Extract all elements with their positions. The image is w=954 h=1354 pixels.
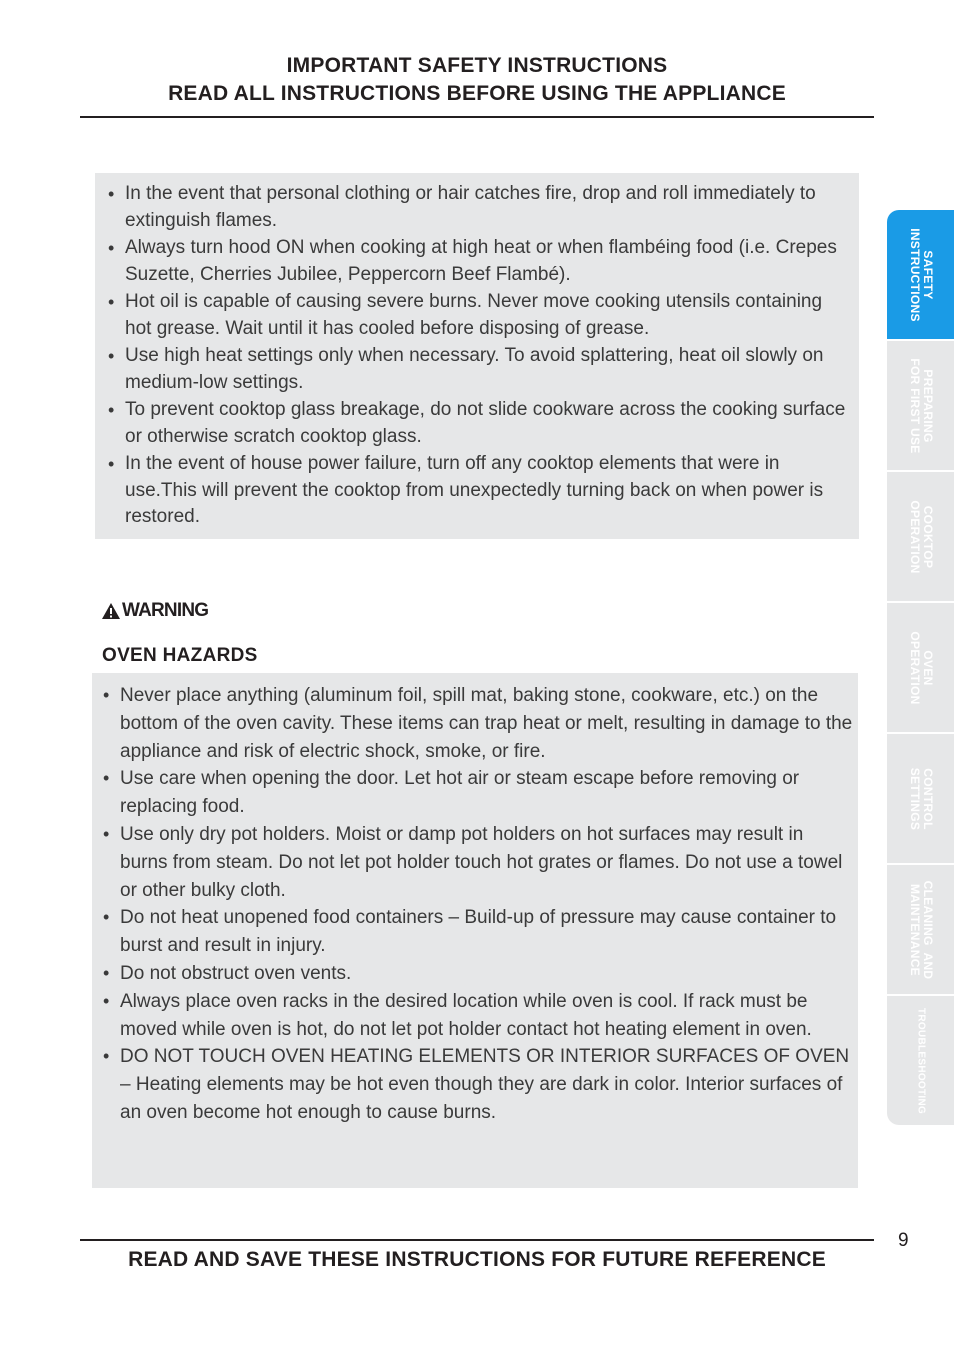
list-item: • In the event of house power failure, turn off any cooktop elements that were in use.This will prevent the cooktop from unexpectedly turning back on when power is restored. — [108, 453, 824, 527]
bullet-icon: • — [108, 292, 115, 312]
list-item: • Hot oil is capable of causing severe burns. Never move cooking utensils containing hot grease. Wait until it has cooled before disposing of grease. — [108, 291, 823, 339]
tab-label: TROUBLESHOOTING — [915, 1007, 926, 1114]
page-number: 9 — [898, 1230, 909, 1251]
tab-label: PREPARING FOR FIRST USE — [907, 357, 935, 454]
bullet-icon: • — [108, 346, 115, 366]
header-divider — [80, 116, 874, 118]
bullet-icon: • — [103, 685, 110, 705]
list-item: • Do not obstruct oven vents. — [98, 960, 856, 988]
list-item: • Never place anything (aluminum foil, spill mat, baking stone, cookware, etc.) on the bottom of the oven cavity. These items can trap heat or melt, resulting in damage to the appliance and risk of electric shock, smoke, or fire. — [98, 682, 856, 765]
tab-control-settings[interactable] — [887, 734, 954, 863]
tab-label: CLEANING AND MAINTENANCE — [907, 880, 935, 979]
bullet-icon: • — [103, 768, 110, 789]
warning-triangle-icon — [101, 602, 121, 620]
tab-label: COOKTOP OPERATION — [907, 499, 935, 574]
section-title: OVEN HAZARDS — [102, 645, 258, 666]
tab-troubleshooting[interactable] — [887, 996, 954, 1125]
tab-safety-instructions[interactable] — [887, 210, 954, 339]
section-tabs — [887, 210, 954, 1127]
warning-label — [101, 600, 208, 622]
oven-hazards-panel — [92, 673, 858, 1188]
bullet-icon: • — [103, 1046, 110, 1067]
safety-bullets-panel — [95, 173, 859, 539]
bullet-icon: • — [108, 454, 115, 474]
warning-text: WARNING — [122, 600, 209, 621]
page-header — [80, 52, 874, 108]
header-line-2: READ ALL INSTRUCTIONS BEFORE USING THE APPLIANCE — [168, 82, 786, 105]
bullet-icon: • — [103, 823, 110, 844]
list-item: • Do not heat unopened food containers – Build-up of pressure may cause container to burst and result in injury. — [98, 904, 856, 960]
list-item: • DO NOT TOUCH OVEN HEATING ELEMENTS OR INTERIOR SURFACES OF OVEN – Heating elements may be hot even though they are dark in color. Interior surfaces of an oven become hot enough to cause burns. — [98, 1043, 856, 1126]
bullet-icon: • — [103, 907, 110, 928]
footer-divider — [80, 1239, 874, 1241]
tab-label: OVEN OPERATION — [907, 630, 935, 705]
tab-label: SAFETY INSTRUCTIONS — [907, 227, 935, 322]
bullet-icon: • — [108, 184, 115, 204]
list-item: • Use only dry pot holders. Moist or damp pot holders on hot surfaces may result in burns from steam. Do not let pot holder touch hot grates or flames. Do not use a towel or other bulky cloth. — [98, 821, 856, 904]
tab-oven-operation[interactable] — [887, 603, 954, 732]
list-item: • To prevent cooktop glass breakage, do not slide cookware across the cooking surface or otherwise scratch cooktop glass. — [108, 399, 846, 447]
list-item: • Use care when opening the door. Let hot air or steam escape before removing or replacing food. — [98, 765, 856, 821]
page-footer: READ AND SAVE THESE INSTRUCTIONS FOR FUTURE REFERENCE — [128, 1248, 826, 1271]
list-item: • Always place oven racks in the desired location while oven is cool. If rack must be moved while oven is hot, do not let pot holder contact hot heating element in oven. — [98, 988, 856, 1044]
list-item: • In the event that personal clothing or hair catches fire, drop and roll immediately to extinguish flames. — [108, 183, 816, 231]
bullet-icon: • — [108, 238, 115, 258]
list-item: • Use high heat settings only when necessary. To avoid splattering, heat oil slowly on medium-low settings. — [108, 345, 824, 393]
bullet-icon: • — [103, 962, 110, 983]
bullet-icon: • — [108, 400, 115, 420]
tab-cleaning-and-maintenance[interactable] — [887, 865, 954, 994]
tab-preparing-for-first-use[interactable] — [887, 341, 954, 470]
list-item: • Always turn hood ON when cooking at high heat or when flambéing food (i.e. Crepes Suzette, Cherries Jubilee, Peppercorn Beef Flambé). — [108, 237, 837, 285]
tab-label: CONTROL SETTINGS — [907, 767, 935, 830]
bullet-icon: • — [103, 990, 110, 1011]
header-line-1: IMPORTANT SAFETY INSTRUCTIONS — [286, 54, 668, 77]
tab-cooktop-operation[interactable] — [887, 472, 954, 601]
